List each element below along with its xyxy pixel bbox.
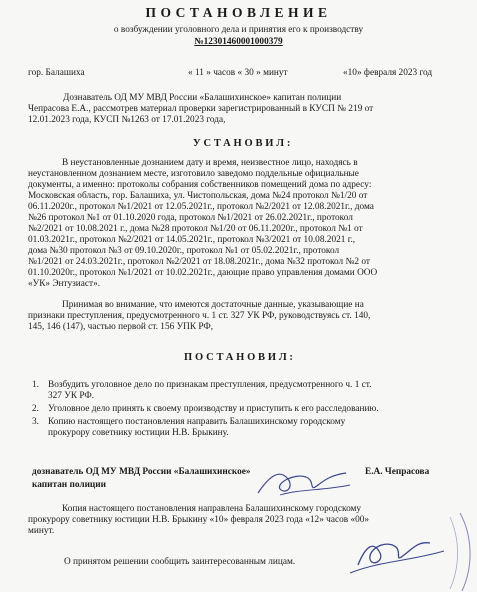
conclusion-line: признаки преступления, предусмотренного ч. 1 ст. 327 УК РФ, руководствуясь ст. 140, bbox=[28, 311, 371, 321]
established-heading: УСТАНОВИЛ: bbox=[193, 138, 294, 149]
intro-line: Дознаватель ОД МУ МВД России «Балашихинское» капитан полиции bbox=[63, 93, 342, 103]
signature-mark bbox=[250, 455, 360, 505]
resolved-item-text: Возбудить уголовное дело по признакам преступления, предусмотренного ч. 1 ст. bbox=[48, 380, 372, 390]
resolved-item-number: 2. bbox=[32, 404, 39, 414]
established-line: №1/2021 от 24.03.2021г., протокол №2/2021 от 18.08.2021г., дома №32 протокол №2 от bbox=[28, 257, 370, 267]
signer-rank: капитан полиции bbox=[32, 480, 106, 490]
stamp-signature-mark bbox=[340, 505, 477, 592]
copy-note-line: прокурору советнику юстиции Н.В. Брыкину «10» февраля 2023 года «12» часов «00» bbox=[28, 515, 370, 525]
established-line: 06.11.2020г., протокол №1/2021 от 12.05.2021г., протокол №2/2021 от 12.08.2021г., дома bbox=[28, 202, 374, 212]
established-line: дома №30 протокол №3 от 09.10.2020г., протокол №1 от 05.02.2021г., протокол bbox=[28, 246, 340, 256]
copy-note-line: Копия настоящего постановления направлена Балашихинскому городскому bbox=[62, 504, 362, 514]
copy-note-line: минут. bbox=[28, 526, 55, 536]
resolved-item-text: прокурору советнику юстиции Н.В. Брыкину. bbox=[48, 428, 229, 438]
signer-name: Е.А. Чепрасова bbox=[365, 467, 430, 477]
conclusion-line: 145, 146 (147), частью первой ст. 156 УПК РФ, bbox=[28, 322, 214, 332]
established-line: №2/2021 от 10.08.2021 г., дома №28 протокол №1/20 от 06.11.2020г., протокол №1 от bbox=[28, 224, 363, 234]
established-line: 01.03.2021г., протокол №2/2021 от 14.05.2021г., протокол №3/2021 от 10.08.2021 г., bbox=[28, 235, 356, 245]
resolved-heading: ПОСТАНОВИЛ: bbox=[184, 352, 296, 363]
date: «10» февраля 2023 год bbox=[343, 68, 433, 78]
document-title: ПОСТАНОВЛЕНИЕ bbox=[145, 5, 332, 20]
established-line: 01.10.2020г., протокол №1/2021 от 10.02.2021г., дающие право управления домами ООО bbox=[28, 268, 378, 278]
signer-position: дознаватель ОД МУ МВД России «Балашихинское» bbox=[32, 467, 251, 477]
place: гор. Балашиха bbox=[28, 68, 85, 78]
document-subtitle: о возбуждении уголовного дела и принятия его к производству bbox=[113, 25, 364, 35]
established-line: В неустановленные дознанием дату и время, неизвестное лицо, находясь в bbox=[62, 158, 358, 168]
resolved-item-text: Уголовное дело принять к своему производству и приступить к его расследованию. bbox=[48, 404, 379, 414]
established-line: неустановленном дознанием месте, изготовило заведомо поддельные официальные bbox=[28, 169, 359, 179]
resolved-item-number: 3. bbox=[32, 417, 39, 427]
resolved-item-text: 327 УК РФ. bbox=[48, 391, 95, 401]
established-line: «УК» Энтузиаст». bbox=[28, 279, 101, 289]
time: « 11 » часов « 30 » минут bbox=[188, 68, 288, 78]
conclusion-line: Принимая во внимание, что имеются достаточные данные, указывающие на bbox=[62, 300, 364, 310]
established-line: Московская область, гор. Балашиха, ул. Чистопольская, дома №24 протокол №1/20 от bbox=[28, 191, 368, 201]
resolved-item-number: 1. bbox=[32, 380, 39, 390]
intro-line: Чепрасова Е.А., рассмотрев материал проверки зарегистрированный в КУСП № 219 от bbox=[28, 104, 374, 114]
established-line: №26 протокол №1 от 01.10.2020 года, протокол №1/2021 от 26.02.2021г., протокол bbox=[28, 213, 353, 223]
intro-line: 12.01.2023 года, КУСП №1263 от 17.01.2023 года, bbox=[28, 115, 226, 125]
established-line: документы, а именно: протоколы собрания собственников помещений дома по адресу: bbox=[28, 180, 372, 190]
resolved-item-text: Копию настоящего постановления направить Балашихинскому городскому bbox=[48, 417, 346, 427]
case-number: №12301460001000379 bbox=[194, 37, 283, 47]
footer-note: О принятом решении сообщить заинтересованным лицам. bbox=[64, 557, 296, 567]
